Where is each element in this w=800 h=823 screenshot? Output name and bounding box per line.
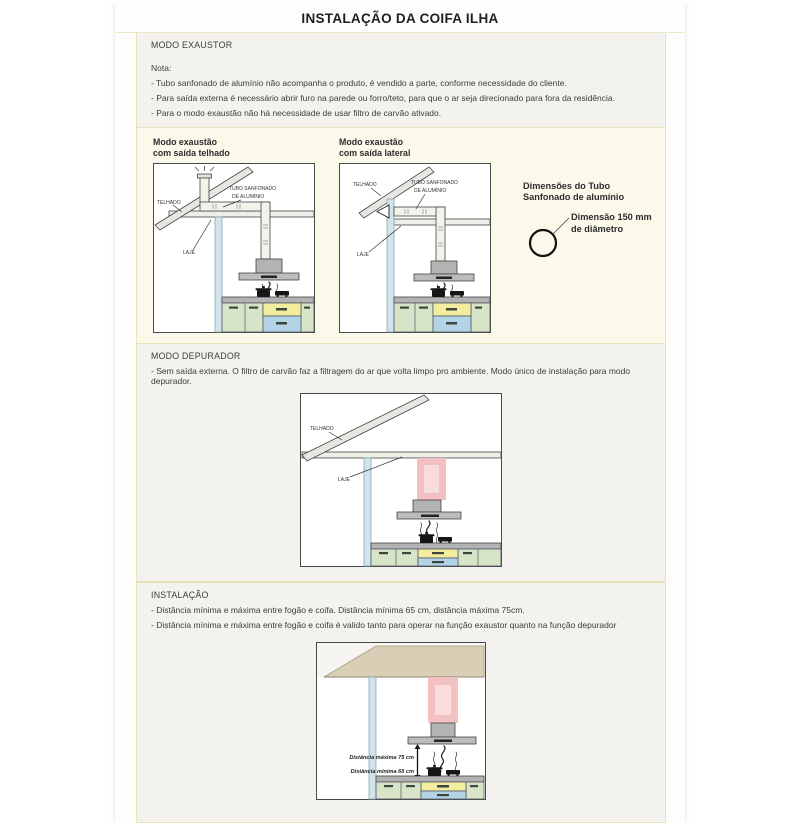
label-tubo-2: DE ALUMÍNIO (232, 194, 265, 200)
label-laje: LAJE (338, 477, 350, 483)
counter-shape (376, 776, 484, 782)
label-tubo-1: TUBO SANFONADO (411, 180, 458, 186)
label-telhado: TELHADO (157, 200, 181, 206)
instalacao-diagram-wrap (151, 642, 651, 813)
cabinets-shape (371, 549, 501, 566)
tube-spec-1: Dimensão 150 mm (571, 212, 652, 222)
content-frame (136, 33, 666, 823)
note-line: - Distância mínima e máxima entre fogão e coifa é valido tanto para operar na função exaustor quanto na função depurador (151, 620, 617, 630)
tube-spec-2: de diâmetro (571, 224, 624, 234)
cabinets-shape (376, 782, 484, 799)
note-label: Nota: (151, 63, 172, 73)
section-modo-exaustor (137, 33, 665, 127)
note-line: - Tubo sanfonado de alumínio não acompanha o produto, é vendido a parte, conforme necessidade do cliente. (151, 78, 567, 88)
cabinets-shape (394, 303, 490, 332)
label-laje: LAJE (357, 252, 369, 258)
diagram-distancias-instalacao (316, 642, 486, 800)
label-tubo-2: DE ALUMÍNIO (414, 188, 447, 194)
label-distancia-maxima: Distância máxima 75 cm (349, 755, 414, 761)
instruction-sheet (115, 0, 685, 823)
tube-dimensions-block (523, 181, 679, 270)
section-modo-depurador (137, 344, 665, 581)
diagram-block-saida-telhado (153, 135, 315, 338)
section-heading-depurador: MODO DEPURADOR (151, 351, 241, 361)
label-telhado: TELHADO (310, 426, 334, 432)
label-telhado: TELHADO (353, 182, 377, 188)
cabinets-shape (222, 303, 314, 332)
diagram-exaustao-saida-telhado (153, 163, 315, 333)
tube-dimensions-heading: Sanfonado de alumínio (523, 192, 625, 202)
page-title: INSTALAÇÃO DA COIFA ILHA (301, 11, 499, 26)
note-line: - Para o modo exaustão não há necessidade de usar filtro de carvão ativado. (151, 108, 442, 118)
section-heading-exaustor: MODO EXAUSTOR (151, 40, 233, 50)
diagram-title: Modo exaustão com saída lateral (339, 137, 411, 158)
note-line: - Para saída externa é necessário abrir furo na parede ou forro/teto, para que o ar seja direcionado para fora da residência. (151, 93, 616, 103)
diagram-block-saida-lateral (339, 135, 491, 338)
tube-dimensions-heading: Dimensões do Tubo (523, 181, 611, 191)
tube-circle-icon (530, 230, 556, 256)
exaustor-diagrams-panel (137, 127, 665, 344)
counter-shape (394, 297, 490, 303)
wall-pillar-shape (387, 199, 394, 332)
note-line: - Distância mínima e máxima entre fogão e coifa. Distância mínima 65 cm, distância máxima 75cm. (151, 605, 525, 615)
note-line: - Sem saída externa. O filtro de carvão faz a filtragem do ar que volta limpo pro ambiente. Modo único de instalação para modo depurador. (151, 366, 631, 386)
wall-pillar-shape (369, 677, 376, 799)
tube-diameter-figure (523, 203, 679, 265)
depurador-diagram-wrap (151, 393, 651, 572)
section-heading-instalacao: INSTALAÇÃO (151, 590, 209, 600)
diagram-exaustao-saida-lateral (339, 163, 491, 333)
wall-pillar-shape (215, 217, 222, 332)
recirculated-air-column (428, 677, 458, 723)
label-distancia-minima: Distância mínima 65 cm (350, 769, 414, 775)
diagram-title: Modo exaustão com saída telhado (153, 137, 230, 158)
label-tubo-1: TUBO SANFONADO (229, 186, 276, 192)
wall-pillar-shape (364, 458, 371, 566)
counter-shape (222, 297, 314, 303)
section-instalacao (137, 581, 665, 822)
diagram-modo-depurador (300, 393, 502, 567)
label-laje: LAJE (183, 250, 195, 256)
recirculated-air-column (417, 458, 446, 500)
slab-laje-shape (169, 211, 314, 217)
counter-shape (371, 543, 501, 549)
